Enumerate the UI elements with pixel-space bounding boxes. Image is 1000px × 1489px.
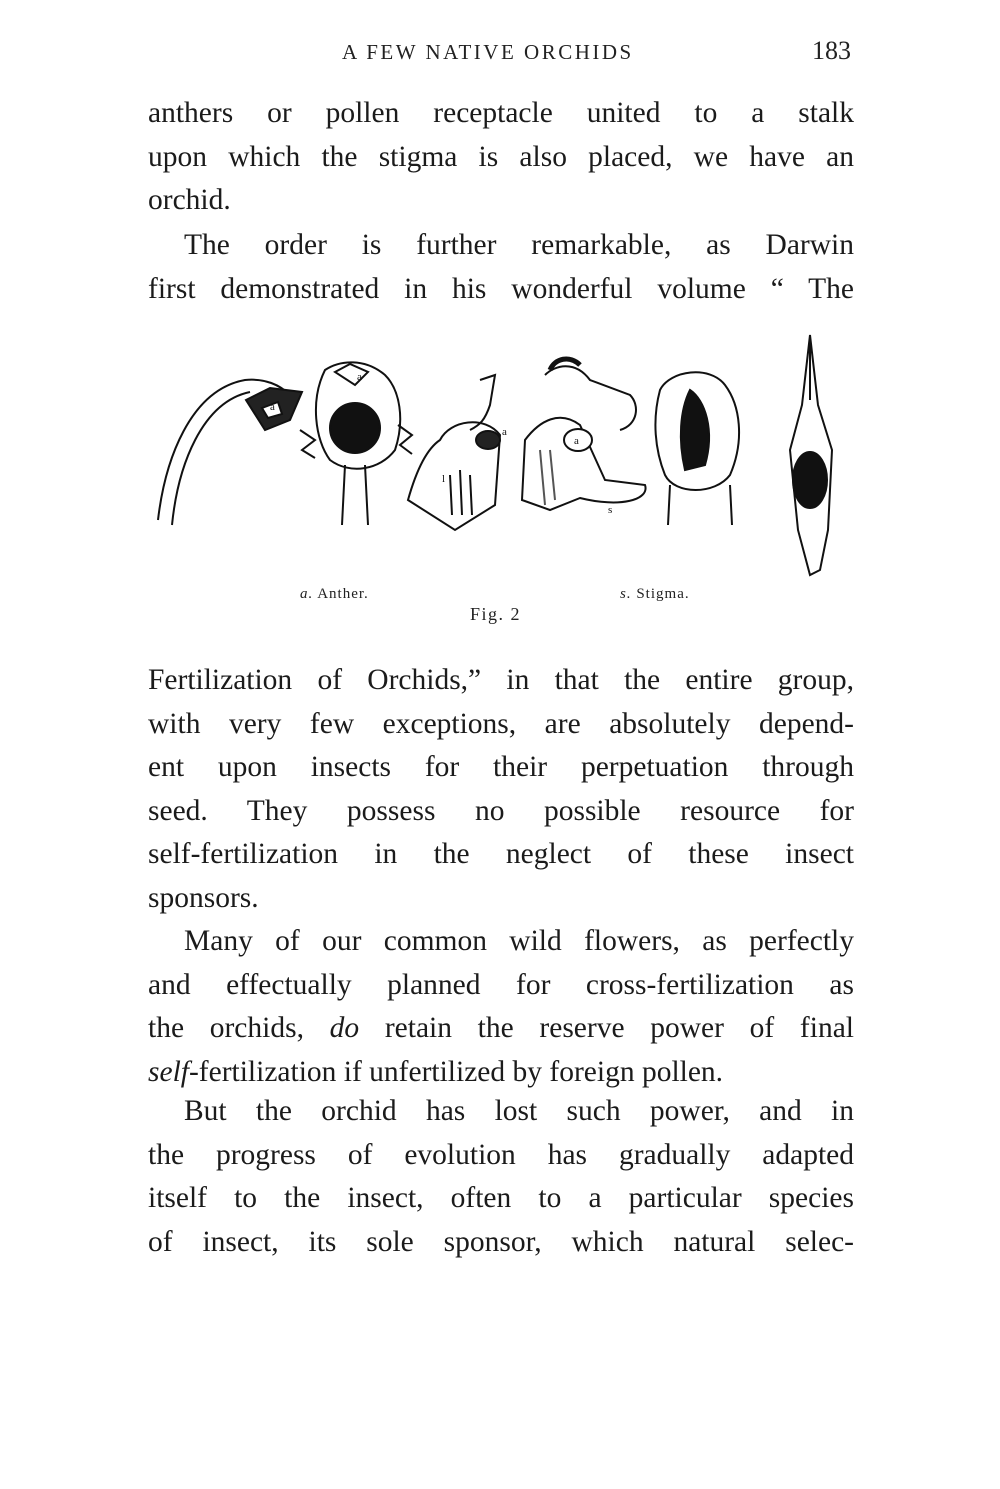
text-run: the orchids, bbox=[148, 1012, 330, 1044]
text-line: seed. They possess no possible resource for bbox=[148, 794, 854, 827]
text-line: Fertilization of Orchids,” in that the entire group, bbox=[148, 664, 854, 696]
drawing-lobed-flower bbox=[655, 372, 739, 525]
drawing-label-a: a bbox=[357, 371, 362, 383]
paragraph-2 bbox=[148, 224, 854, 311]
text-run: retain the reserve power of final bbox=[359, 1012, 854, 1044]
text-run: -fertilization if unfertilized by foreign pollen. bbox=[188, 1055, 724, 1088]
text-line: sponsors. bbox=[148, 881, 259, 914]
drawing-round-flower bbox=[300, 362, 412, 525]
drawing-label-a: a bbox=[270, 401, 275, 413]
text-line: first demonstrated in his wonderful volume “ The bbox=[148, 272, 854, 305]
text-line: ent upon insects for their perpetuation through bbox=[148, 751, 854, 783]
drawing-spindle-flower bbox=[790, 335, 832, 575]
text-line: The order is further remarkable, as Darwin bbox=[184, 229, 854, 261]
orchid-illustration bbox=[150, 330, 850, 580]
text-line: But the orchid has lost such power, and in bbox=[184, 1095, 854, 1127]
caption-stigma bbox=[620, 586, 690, 603]
text-line bbox=[148, 1051, 854, 1095]
drawing-label-l: l bbox=[442, 473, 446, 485]
caption-stigma-key: s. bbox=[620, 586, 632, 602]
drawing-beaked-flower bbox=[522, 359, 646, 510]
orchid-figure bbox=[150, 330, 850, 580]
paragraph-5 bbox=[148, 1090, 854, 1264]
emphasis-self: self bbox=[148, 1055, 189, 1088]
text-line: itself to the insect, often to a particular species bbox=[148, 1182, 854, 1214]
drawing-label-a: a bbox=[502, 426, 507, 438]
text-line: the progress of evolution has gradually adapted bbox=[148, 1138, 854, 1171]
paragraph-1 bbox=[148, 92, 854, 223]
drawing-label-s: s bbox=[608, 504, 613, 516]
caption-stigma-label: Stigma. bbox=[636, 586, 690, 602]
caption-anther-label: Anther. bbox=[317, 586, 369, 602]
text-line: upon which the stigma is also placed, we have an bbox=[148, 140, 854, 173]
drawing-column-lip bbox=[408, 375, 500, 530]
page-number: 183 bbox=[812, 36, 851, 65]
paragraph-3 bbox=[148, 659, 854, 920]
text-line: self-fertilization in the neglect of these insect bbox=[148, 838, 854, 870]
drawing-label-a: a bbox=[574, 435, 579, 447]
paragraph-4 bbox=[148, 920, 854, 1094]
text-line: orchid. bbox=[148, 184, 231, 216]
figure-label: Fig. 2 bbox=[470, 604, 522, 624]
text-line: and effectually planned for cross-fertilization as bbox=[148, 968, 854, 1001]
text-line: with very few exceptions, are absolutely depend- bbox=[148, 707, 854, 740]
text-line: Many of our common wild flowers, as perfectly bbox=[184, 925, 854, 957]
page-header bbox=[0, 36, 1000, 70]
running-title: A FEW NATIVE ORCHIDS bbox=[342, 40, 634, 64]
text-line bbox=[148, 1007, 854, 1051]
caption-anther bbox=[300, 586, 369, 603]
emphasis-do: do bbox=[329, 1012, 360, 1044]
drawing-column-curve bbox=[158, 380, 302, 525]
caption-anther-key: a. bbox=[300, 586, 314, 602]
text-line: of insect, its sole sponsor, which natural selec- bbox=[148, 1225, 854, 1258]
text-line: anthers or pollen receptacle united to a stalk bbox=[148, 97, 854, 129]
